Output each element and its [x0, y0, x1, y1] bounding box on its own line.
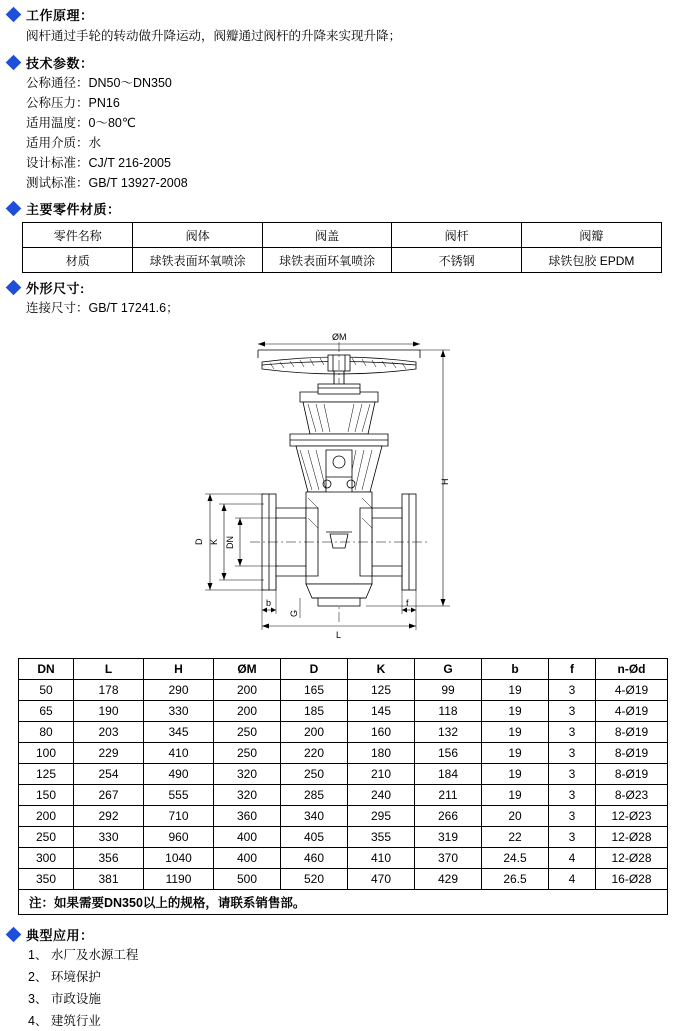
column-header: n-Ød [596, 659, 668, 680]
table-cell: 3 [549, 764, 596, 785]
table-cell: 118 [415, 701, 482, 722]
section-title-tech: 技术参数： [26, 56, 94, 71]
table-cell: 阀体 [133, 223, 262, 248]
table-cell: 320 [214, 764, 281, 785]
table-cell: 190 [74, 701, 144, 722]
table-note-row [19, 890, 668, 915]
table-cell: 350 [19, 869, 74, 890]
valve-technical-drawing [0, 322, 687, 652]
table-cell: 145 [348, 701, 415, 722]
table-cell: 330 [74, 827, 144, 848]
label-k: K [209, 538, 219, 545]
column-header: DN [19, 659, 74, 680]
table-cell: 19 [482, 680, 549, 701]
section-title-applications: 典型应用： [26, 928, 94, 943]
tech-spec-line: 公称压力：PN16 [26, 96, 120, 110]
table-cell: 292 [74, 806, 144, 827]
table-cell: 960 [144, 827, 214, 848]
table-cell: 3 [549, 722, 596, 743]
table-cell: 20 [482, 806, 549, 827]
table-header-row [19, 659, 668, 680]
table-row [19, 743, 668, 764]
diamond-bullet-icon [6, 201, 22, 217]
column-header: H [144, 659, 214, 680]
table-cell: 180 [348, 743, 415, 764]
table-cell: 4 [549, 848, 596, 869]
label-d: D [194, 538, 204, 545]
table-cell: 345 [144, 722, 214, 743]
table-cell: 阀瓣 [521, 223, 661, 248]
label-h: H [440, 478, 450, 485]
table-cell: 8-Ø19 [596, 764, 668, 785]
table-cell: 1190 [144, 869, 214, 890]
section-heading-materials [8, 199, 687, 218]
table-cell: 80 [19, 722, 74, 743]
table-cell: 65 [19, 701, 74, 722]
section-title-principle: 工作原理： [26, 8, 94, 23]
table-cell: 410 [144, 743, 214, 764]
table-cell: 203 [74, 722, 144, 743]
table-cell: 零件名称 [23, 223, 133, 248]
table-cell: 500 [214, 869, 281, 890]
table-cell: 320 [214, 785, 281, 806]
table-cell: 阀杆 [392, 223, 521, 248]
materials-table [22, 222, 662, 273]
table-cell: 250 [214, 743, 281, 764]
table-note: 注：如果需要DN350以上的规格，请联系销售部。 [19, 890, 668, 915]
table-cell: 200 [19, 806, 74, 827]
table-cell: 470 [348, 869, 415, 890]
table-row [19, 701, 668, 722]
table-cell: 381 [74, 869, 144, 890]
table-cell: 19 [482, 764, 549, 785]
principle-body-text: 阀杆通过手轮的转动做升降运动，阀瓣通过阀杆的升降来实现升降； [26, 29, 402, 43]
table-cell: 125 [348, 680, 415, 701]
table-cell: 12-Ø23 [596, 806, 668, 827]
column-header: f [549, 659, 596, 680]
table-row [19, 869, 668, 890]
list-item: 2、 环境保护 [28, 970, 101, 984]
table-row [19, 722, 668, 743]
column-header: b [482, 659, 549, 680]
table-cell: 125 [19, 764, 74, 785]
table-cell: 球铁表面环氧喷涂 [262, 248, 391, 273]
table-cell: 356 [74, 848, 144, 869]
tech-spec-line: 适用温度：0～80℃ [26, 116, 136, 130]
table-cell: 250 [214, 722, 281, 743]
section-heading-tech [8, 53, 687, 72]
table-cell: 555 [144, 785, 214, 806]
table-cell: 710 [144, 806, 214, 827]
column-header: ØM [214, 659, 281, 680]
table-cell: 160 [348, 722, 415, 743]
table-cell: 19 [482, 743, 549, 764]
table-cell: 150 [19, 785, 74, 806]
tech-spec-line: 公称通径：DN50～DN350 [26, 76, 172, 90]
table-cell: 229 [74, 743, 144, 764]
table-cell: 4-Ø19 [596, 701, 668, 722]
table-row [23, 248, 662, 273]
column-header: G [415, 659, 482, 680]
table-cell: 16-Ø28 [596, 869, 668, 890]
tech-spec-line: 测试标准：GB/T 13927-2008 [26, 176, 188, 190]
table-cell: 267 [74, 785, 144, 806]
table-row [19, 848, 668, 869]
table-cell: 99 [415, 680, 482, 701]
table-cell: 330 [144, 701, 214, 722]
table-cell: 400 [214, 827, 281, 848]
table-cell: 19 [482, 701, 549, 722]
table-cell: 球铁表面环氧喷涂 [133, 248, 262, 273]
table-cell: 250 [19, 827, 74, 848]
diamond-bullet-icon [6, 927, 22, 943]
table-cell: 3 [549, 785, 596, 806]
diamond-bullet-icon [6, 7, 22, 23]
list-item: 3、 市政设施 [28, 992, 101, 1006]
table-cell: 165 [281, 680, 348, 701]
label-f: f [406, 598, 409, 608]
table-cell: 490 [144, 764, 214, 785]
table-cell: 250 [281, 764, 348, 785]
table-cell: 429 [415, 869, 482, 890]
table-cell: 266 [415, 806, 482, 827]
table-cell: 12-Ø28 [596, 827, 668, 848]
table-cell: 3 [549, 806, 596, 827]
table-cell: 220 [281, 743, 348, 764]
dimension-table [18, 658, 668, 915]
table-cell: 254 [74, 764, 144, 785]
table-cell: 200 [214, 701, 281, 722]
table-cell: 290 [144, 680, 214, 701]
table-cell: 460 [281, 848, 348, 869]
column-header: K [348, 659, 415, 680]
table-cell: 不锈钢 [392, 248, 521, 273]
table-cell: 19 [482, 785, 549, 806]
table-cell: 材质 [23, 248, 133, 273]
table-cell: 200 [214, 680, 281, 701]
table-cell: 156 [415, 743, 482, 764]
column-header: L [74, 659, 144, 680]
table-cell: 355 [348, 827, 415, 848]
table-cell: 4 [549, 869, 596, 890]
table-cell: 50 [19, 680, 74, 701]
table-cell: 184 [415, 764, 482, 785]
table-cell: 球铁包胶 EPDM [521, 248, 661, 273]
label-dn: DN [225, 536, 235, 549]
table-cell: 3 [549, 701, 596, 722]
section-title-dimensions: 外形尺寸: [26, 281, 85, 296]
list-item: 1、 水厂及水源工程 [28, 948, 139, 962]
list-item: 4、 建筑行业 [28, 1014, 101, 1028]
table-cell: 340 [281, 806, 348, 827]
label-phi-m: ØM [332, 332, 347, 342]
diamond-bullet-icon [6, 55, 22, 71]
table-row [19, 764, 668, 785]
label-l: L [336, 630, 342, 640]
section-heading-applications [8, 925, 687, 944]
table-cell: 410 [348, 848, 415, 869]
table-cell: 3 [549, 743, 596, 764]
section-title-materials: 主要零件材质： [26, 202, 121, 217]
table-cell: 阀盖 [262, 223, 391, 248]
table-cell: 285 [281, 785, 348, 806]
label-b: b [266, 598, 272, 608]
table-cell: 370 [415, 848, 482, 869]
table-cell: 520 [281, 869, 348, 890]
label-g: G [289, 609, 299, 617]
table-cell: 19 [482, 722, 549, 743]
table-row [23, 223, 662, 248]
table-cell: 185 [281, 701, 348, 722]
table-cell: 400 [214, 848, 281, 869]
section-heading-dimensions [8, 278, 687, 297]
column-header: D [281, 659, 348, 680]
table-cell: 8-Ø19 [596, 722, 668, 743]
table-cell: 200 [281, 722, 348, 743]
table-cell: 4-Ø19 [596, 680, 668, 701]
tech-spec-line: 设计标准：CJ/T 216-2005 [26, 156, 171, 170]
table-cell: 178 [74, 680, 144, 701]
table-cell: 24.5 [482, 848, 549, 869]
diamond-bullet-icon [6, 280, 22, 296]
table-cell: 1040 [144, 848, 214, 869]
table-cell: 240 [348, 785, 415, 806]
table-cell: 300 [19, 848, 74, 869]
table-cell: 3 [549, 680, 596, 701]
connection-standard-text: 连接尺寸：GB/T 17241.6； [26, 301, 179, 315]
table-row [19, 785, 668, 806]
table-cell: 12-Ø28 [596, 848, 668, 869]
table-cell: 211 [415, 785, 482, 806]
table-cell: 132 [415, 722, 482, 743]
table-cell: 360 [214, 806, 281, 827]
table-cell: 210 [348, 764, 415, 785]
section-heading-principle [8, 5, 687, 24]
table-cell: 100 [19, 743, 74, 764]
table-cell: 22 [482, 827, 549, 848]
table-row [19, 827, 668, 848]
table-row [19, 680, 668, 701]
table-row [19, 806, 668, 827]
table-cell: 26.5 [482, 869, 549, 890]
table-cell: 8-Ø23 [596, 785, 668, 806]
tech-spec-line: 适用介质：水 [26, 136, 102, 150]
table-cell: 319 [415, 827, 482, 848]
valve-drawing-svg [0, 322, 687, 652]
table-cell: 405 [281, 827, 348, 848]
table-cell: 295 [348, 806, 415, 827]
table-cell: 8-Ø19 [596, 743, 668, 764]
table-cell: 3 [549, 827, 596, 848]
